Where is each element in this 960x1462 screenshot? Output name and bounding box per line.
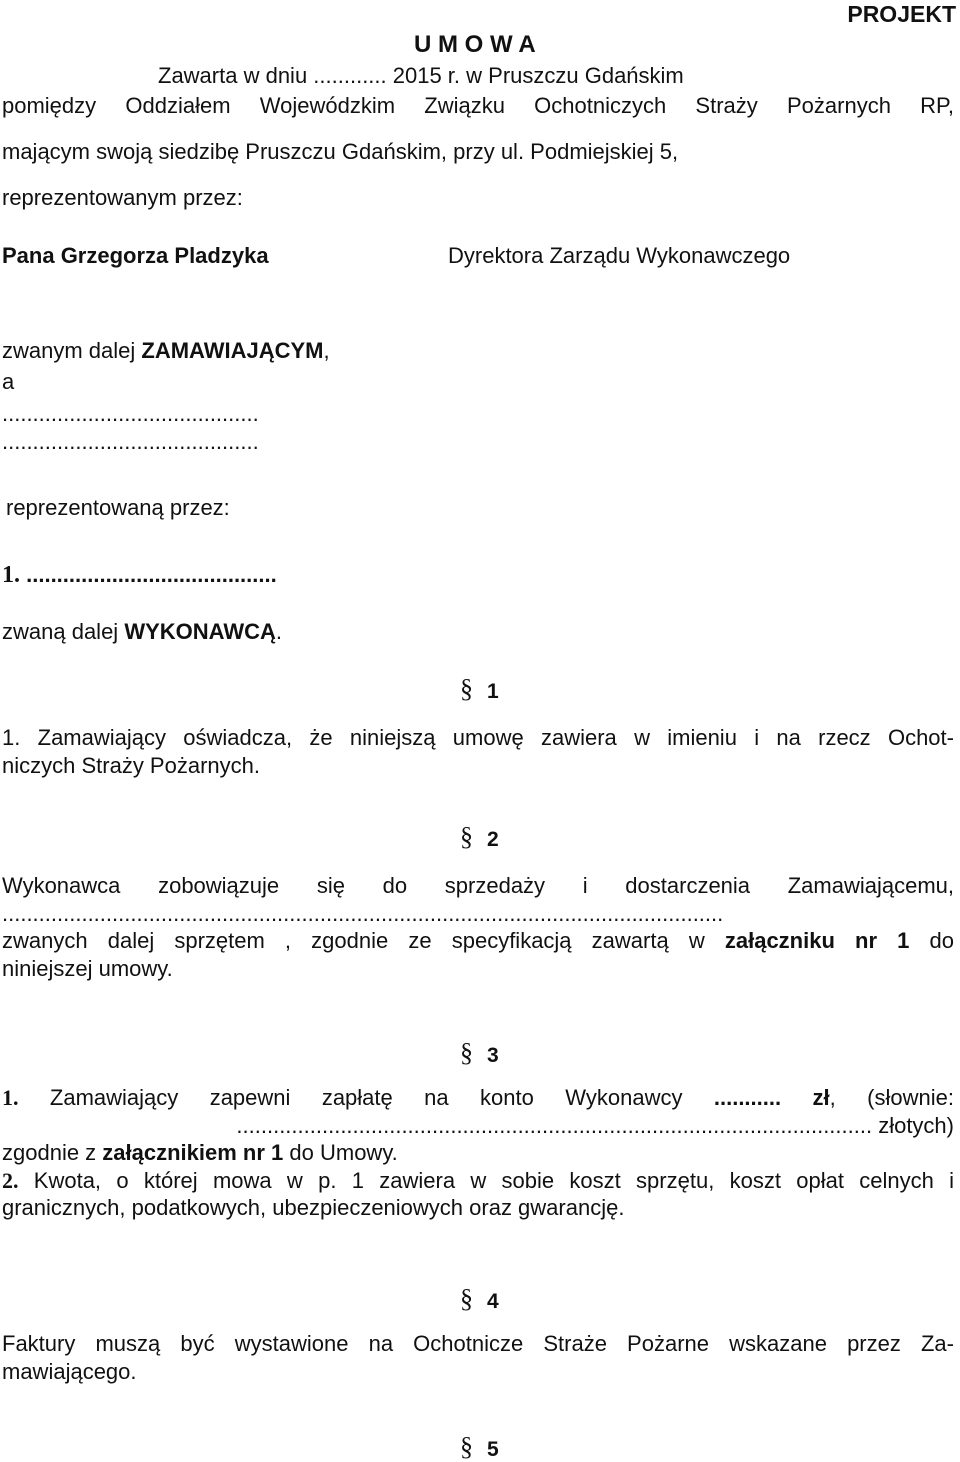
represented-by-label: reprezentowanym przez: bbox=[2, 185, 243, 210]
zamawiajacy-term: ZAMAWIAJĄCYM bbox=[141, 338, 324, 363]
wykonawca-term: WYKONAWCĄ bbox=[124, 619, 276, 644]
representative-role: Dyrektora Zarządu Wykonawczego bbox=[448, 243, 791, 268]
section-1-heading: § 1 bbox=[460, 674, 499, 703]
contract-date-line: Zawarta w dniu ............ 2015 r. w Pruszczu Gdańskim bbox=[158, 63, 684, 88]
wykonawca-definition: zwaną dalej WYKONAWCĄ. bbox=[2, 619, 282, 644]
contractor-representative-blank: 1. ......................................... bbox=[2, 562, 277, 588]
section-4-heading: § 4 bbox=[460, 1284, 499, 1313]
section-2-heading: § 2 bbox=[460, 822, 499, 851]
zamawiajacy-definition: zwanym dalej ZAMAWIAJĄCYM, bbox=[2, 338, 330, 363]
parties-line: pomiędzy Oddziałem Wojewódzkim Związku Ochotniczych Straży Pożarnych RP, bbox=[2, 93, 954, 118]
section-4-text: Faktury muszą być wystawione na Ochotnicze Straże Pożarne wskazane przez Za- mawiającego. bbox=[2, 1331, 954, 1384]
address-line: mającym swoją siedzibę Pruszczu Gdańskim, przy ul. Podmiejskiej 5, bbox=[2, 139, 679, 164]
projekt-label: PROJEKT bbox=[847, 1, 956, 27]
contractor-address-blank: .......................................... bbox=[2, 429, 259, 454]
section-2-text: Wykonawca zobowiązuje się do sprzedaży i dostarczenia Zamawiającemu, ...................................................................................................................... zwanych dalej sprzętem , zgodnie ze specyfikacją zawartą w załączniku nr 1 do niniejszej umowy. bbox=[2, 873, 955, 981]
contractor-represented-by-label: reprezentowaną przez: bbox=[6, 495, 230, 520]
section-3-text: 1. Zamawiający zapewni zapłatę na konto Wykonawcy ........... zł, (słownie: ........................................................................................................ złotych) zgodnie z załącznikiem nr 1 do Umowy. 2. Kwota, o której mowa w p. 1 zawiera w sobie koszt sprzętu, koszt opłat celnych i granicznych, podatkowych, ubezpieczeniowych oraz gwarancję. bbox=[2, 1085, 954, 1220]
section-5-heading: § 5 bbox=[460, 1432, 499, 1461]
contractor-name-blank: .......................................... bbox=[2, 401, 259, 426]
and-word: a bbox=[2, 369, 15, 394]
section-3-heading: § 3 bbox=[460, 1038, 499, 1067]
document-title: U M O W A bbox=[414, 31, 536, 58]
representative-name: Pana Grzegorza Pladzyka bbox=[2, 243, 269, 268]
section-1-text: 1. Zamawiający oświadcza, że niniejszą umowę zawiera w imieniu i na rzecz Ochot- niczych Straży Pożarnych. bbox=[2, 725, 954, 778]
